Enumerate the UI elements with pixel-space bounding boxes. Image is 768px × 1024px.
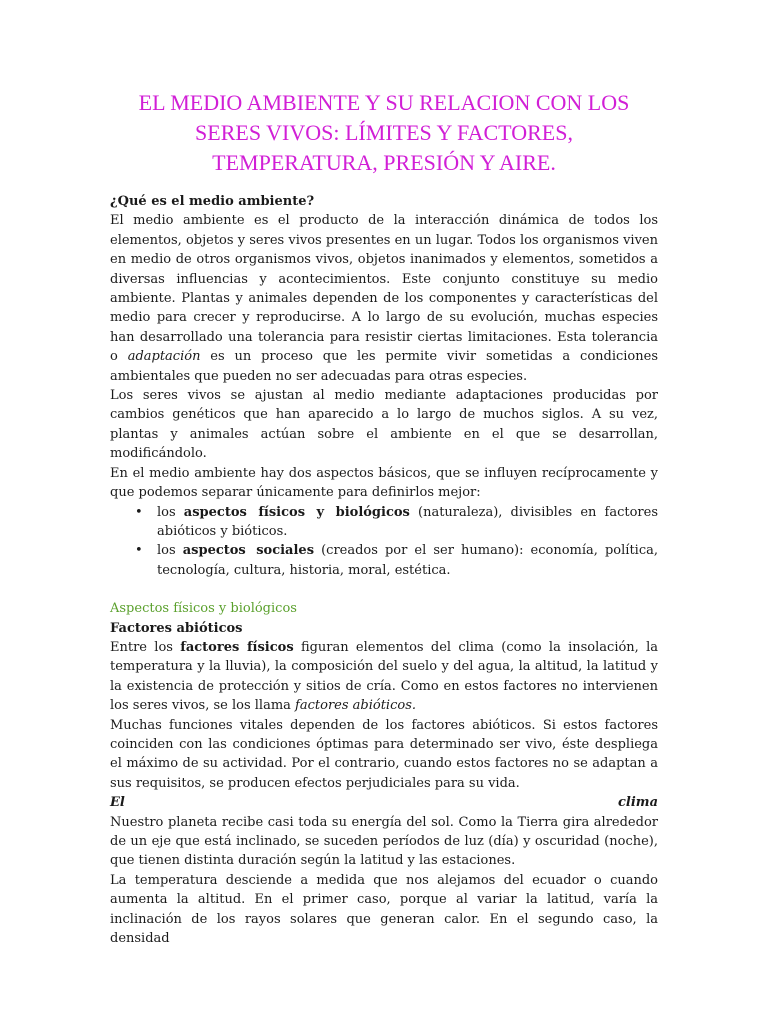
bold-term: aspectos físicos y biológicos [183, 504, 410, 520]
emphasis-factores-abioticos: factores abióticos. [295, 698, 417, 714]
paragraph-temperatura: La temperatura desciende a medida que nos alejamos del ecuador o cuando aumenta la altitud. En el primer caso, porque al variar la latitud, varía la inclinación de los rayos solares que generan calor. En el segundo caso, la densidad [110, 872, 658, 947]
text-run: El medio ambiente es el producto de la interacción dinámica de todos los elementos, objetos y seres vivos presentes en un lugar. Todos los organismos viven en medio de otros organismos vivos, objetos inanimados y elementos, sometidos a diversas influencias y acontecimientos. Este conjunto constituye su medio ambiente. Plantas y animales dependen de los componentes y características del medio para crecer y reproducirse. A lo largo de su evolución, muchas especies han desarrollado una tolerancia para resistir ciertas limitaciones. Esta tolerancia o [110, 213, 658, 365]
emphasis-adaptacion: adaptación [127, 349, 201, 365]
paragraph-definition [110, 211, 658, 386]
text-run: es un proceso que les permite vivir sometidas a condiciones ambientales que pueden no ser adecuadas para otras especies. [110, 349, 658, 384]
paragraph-energia-sol: Nuestro planeta recibe casi toda su energía del sol. Como la Tierra gira alrededor de un eje que está inclinado, se suceden períodos de luz (día) y oscuridad (noche), que tienen distinta duración según la latitud y las estaciones. [110, 814, 658, 869]
text-run: los [157, 504, 184, 520]
paragraph-funciones-vitales: Muchas funciones vitales dependen de los factores abióticos. Si estos factores coinciden con las condiciones óptimas para determinado ser vivo, éste despliega el máximo de su actividad. Por el contrario, cuando estos factores no se adaptan a sus requisitos, se producen efectos perjudiciales para su vida. [110, 717, 658, 791]
text-run: figuran elementos del clima (como la insolación, la temperatura y la lluvia), la composición del suelo y del agua, la altitud, la latitud y la existencia de protección y sitios de cría. Como en estos factores no intervienen los seres vivos, se los llama [110, 639, 659, 714]
title-line-1: EL MEDIO AMBIENTE Y SU RELACION CON LOS [138, 90, 630, 115]
bold-term: factores físicos [180, 639, 294, 655]
section-heading-medio-ambiente: ¿Qué es el medio ambiente? [110, 194, 315, 209]
list-item [135, 503, 658, 542]
text-run: los [157, 543, 183, 559]
title-line-2: SERES VIVOS: LÍMITES Y FACTORES, [195, 120, 573, 145]
title-line-3: TEMPERATURA, PRESIÓN Y AIRE. [212, 150, 556, 175]
section-heading-aspectos: Aspectos físicos y biológicos [110, 601, 297, 617]
paragraph-factores-fisicos [110, 638, 658, 716]
subheading-factores-abioticos: Factores abióticos [110, 620, 243, 636]
bold-term: aspectos sociales [182, 543, 315, 559]
text-run: (naturaleza), divisibles en factores abióticos y bióticos. [157, 504, 658, 539]
heading-el-clima [110, 793, 658, 812]
heading-word-el: El [110, 795, 125, 811]
text-run: (creados por el ser humano): economía, política, tecnología, cultura, historia, moral, estética. [157, 543, 658, 578]
aspects-list [110, 503, 658, 581]
text-run: Entre los [110, 639, 181, 655]
document-title [100, 88, 668, 178]
heading-word-clima: clima [618, 795, 658, 811]
bullet-icon: • [135, 543, 143, 559]
paragraph-aspectos-basicos: En el medio ambiente hay dos aspectos básicos, que se influyen recíprocamente y que podemos separar únicamente para definirlos mejor: [110, 465, 658, 501]
paragraph-adaptaciones: Los seres vivos se ajustan al medio mediante adaptaciones producidas por cambios genéticos que han aparecido a lo largo de muchos siglos. A su vez, plantas y animales actúan sobre el ambiente en el que se desarrollan, modificándolo. [110, 388, 658, 462]
bullet-icon: • [135, 504, 143, 520]
document-body [110, 192, 658, 948]
list-item [135, 541, 658, 580]
